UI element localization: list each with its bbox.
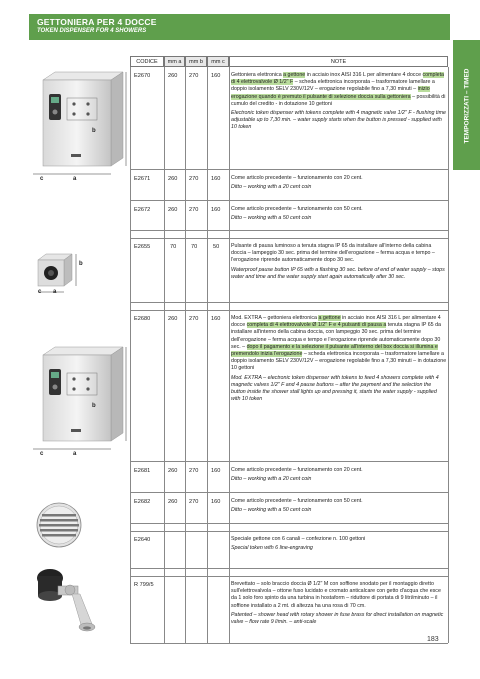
row-code: E2680 [134,316,151,322]
note-italian: Gettoniera elettronica a gettone in acciaio inox AISI 316 L per alimentare 4 docce completa di 4 elettrovalvole Ø 1/2" F – scheda elettronica incorporata – trasformatore lamellare a doppio isolamento SELV 230V/12V – erogazione regolabile fino a 7,30 minuti – inizio erogazione quando è premuto il pulsante di selezione doccia sulla gettoniera – possibilità di cumulo del credito - in dotazione 10 gettoni [231,72,446,107]
dim-label-c: c [40,451,44,457]
row-dim-c: 160 [211,468,221,474]
row-divider [130,230,448,231]
note-english: Ditto – working with a 50 cent coin [231,507,312,514]
table-divider [164,67,165,643]
row-dim-b: 270 [189,207,199,213]
page-subtitle: TOKEN DISPENSER FOR 4 SHOWERS [37,28,147,34]
note-italian: Come articolo precedente – funzionamento con 20 cent. [231,175,363,181]
row-dim-a: 260 [168,207,178,213]
row-dim-b: 270 [189,468,199,474]
row-note [231,498,447,516]
row-dim-c: 160 [211,316,221,322]
pause-button-illustration [32,250,102,302]
note-italian: Come articolo precedente – funzionamento con 20 cent. [231,467,363,473]
dim-label-a: a [73,451,77,457]
col-header-a: mm a [164,56,185,67]
note-english: Electronic token dispenser with tokens complete with 4 magnetic valve 1/2" F - flushing time adjustable up to 7,30 min. – water supply starts when the button is pressed - supplied with 10 token [231,110,446,131]
row-dim-b: 270 [189,73,199,79]
table-divider [229,67,230,643]
dim-label-b: b [92,403,96,409]
row-divider [130,531,448,532]
note-italian: Mod. EXTRA – gettoniera elettronica a gettone in acciaio inox AISI 316 L per alimentare 4 docce completa di 4 elettrovalvole Ø 1/2" F e 4 pulsanti di pausa a tenuta stagna IP 65 da installare all'interno della cabina doccia, con lampeggio 30 sec. prima del termine dell'erogazione – ferma acqua e tempo e l'erogazione riprende automaticamente dopo 30 sec. – dopo il pagamento e la selezione il pulsante all'interno del box doccia si illumina e premendolo inizia l'erogazione – scheda elettronica incorporata – trasformatore lamellare a doppio isolamento SELV 230V/12V – erogazione regolabile fino a 7,30 minuti – in dotazione 10 gettoni [231,315,447,372]
page-title: GETTONIERA PER 4 DOCCE [37,17,157,27]
row-code: E2670 [134,73,151,79]
row-divider [130,568,448,569]
note-italian: Speciale gettone con 6 canali – confezione n. 100 gettoni [231,536,366,542]
row-dim-c: 50 [213,244,220,250]
row-dim-b: 270 [189,176,199,182]
dim-label-a: a [53,289,57,295]
dim-label-b: b [79,261,83,267]
row-dim-c: 160 [211,176,221,182]
token-dispenser-extra-illustration [33,345,133,461]
note-italian: Brevettato – solo braccio doccia Ø 1/2" M con soffione snodato per il montaggio diretto sull'elettrovalvola – ottone fuso lucidato e cromato anticalcare con getto d'acqua che esce da 1 solo foro spinto da una turbina in hostaform – riduttore di portata di 9 litri/minuto – il soffione installato a 2 mt. di altezza ha una rosa di 70 cm. [231,581,441,609]
row-divider [130,576,448,577]
row-dim-b: 70 [191,244,198,250]
row-divider [130,238,448,239]
row-code: E2682 [134,499,151,505]
page-number: 183 [427,636,439,643]
note-italian: Come articolo precedente – funzionamento con 50 cent. [231,498,363,504]
note-english: Ditto – working with a 20 cent coin [231,476,312,483]
row-dim-a: 70 [170,244,177,250]
table-border-bottom [130,643,448,644]
row-dim-c: 160 [211,73,221,79]
row-divider [130,169,448,170]
note-english: Mod. EXTRA – electronic token dispenser with tokens to feed 4 showers complete with 4 magnetic valves 1/2" F and 4 pause buttons – after the payment and the selection the button inside the shower stall lights up and pressing it, starts the water supply - supplied with 10 token [231,374,439,403]
note-italian: Come articolo precedente – funzionamento con 50 cent. [231,206,363,212]
dim-label-a: a [73,176,77,182]
shower-head-illustration [30,558,112,638]
row-code: R 799/5 [134,582,154,588]
row-dim-b: 270 [189,499,199,505]
table-divider [185,67,186,643]
note-english: Special token with 6 line-engraving [231,545,313,552]
row-dim-c: 160 [211,499,221,505]
row-dim-a: 260 [168,73,178,79]
note-english: Waterproof pause button IP 65 with a flashing 30 sec. before of end of water supply – stops water and time and the water supply start again automatically after 30 sec. [231,266,445,280]
row-divider [130,461,448,462]
row-note [231,581,447,628]
dim-label-b: b [92,128,96,134]
row-code: E2640 [134,537,151,543]
row-dim-c: 160 [211,207,221,213]
note-english: Ditto – working with a 50 cent coin [231,215,312,222]
row-divider [130,492,448,493]
row-note [231,175,447,193]
table-divider [207,67,208,643]
row-code: E2655 [134,244,151,250]
table-border-right [448,67,449,643]
row-note [231,72,447,134]
note-english: Ditto – working with a 20 cent coin [231,184,312,191]
col-header-c: mm c [207,56,229,67]
note-italian: Pulsante di pausa luminoso a tenuta stagna IP 65 da installare all'interno della cabina doccia – lampeggio 30 sec. prima del termine dell'erogazione – ferma acqua e tempo – l'erogazione riprende automaticamente dopo 30 sec. [231,243,435,264]
row-note [231,536,447,554]
dim-label-c: c [40,176,44,182]
row-divider [130,310,448,311]
note-english: Patented – shower head with rotary shower in fuse brass for direct installation on magnetic valve – flow rate 9 l/min. – anti-scale [231,611,444,626]
row-dim-a: 260 [168,176,178,182]
row-code: E2672 [134,207,151,213]
section-tab-label: TEMPORIZZATI – TIMED [463,68,471,144]
page-header [29,14,450,40]
row-note [231,315,447,405]
col-header-code: CODICE [130,56,164,67]
token-coin-illustration [34,500,84,550]
row-divider [130,523,448,524]
row-dim-a: 260 [168,468,178,474]
row-note [231,243,447,283]
row-dim-a: 260 [168,316,178,322]
dim-label-c: c [38,289,42,295]
row-dim-b: 270 [189,316,199,322]
row-note [231,467,447,485]
row-divider [130,302,448,303]
row-divider [130,200,448,201]
row-note [231,206,447,224]
col-header-b: mm b [185,56,207,67]
row-dim-a: 260 [168,499,178,505]
token-dispenser-illustration [33,70,133,186]
row-code: E2681 [134,468,151,474]
col-header-note: NOTE [229,56,448,67]
row-code: E2671 [134,176,151,182]
